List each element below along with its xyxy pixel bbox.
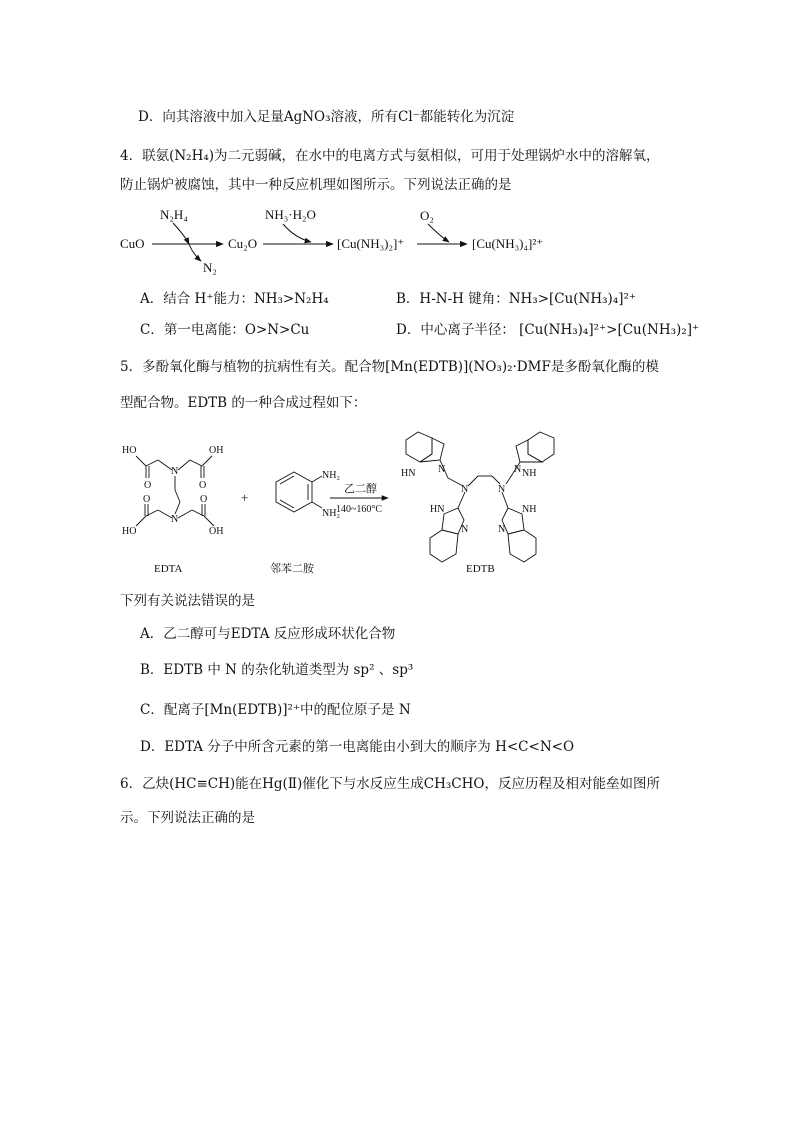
q5-synthesis-scheme bbox=[118, 420, 568, 580]
edtb-label: EDTB bbox=[466, 563, 495, 575]
q5-stem-line1: 5．多酚氧化酶与植物的抗病性有关。配合物[Mn(EDTB)](NO₃)₂·DMF是多酚氧化酶的模 bbox=[120, 359, 659, 375]
edta-oh-bottom: OH bbox=[209, 526, 224, 537]
plus-sign: + bbox=[241, 490, 249, 505]
n2-label: N₂ bbox=[203, 260, 217, 275]
nh2-top: NH₂ bbox=[322, 470, 340, 481]
condition-temperature: 140~160°C bbox=[336, 504, 383, 515]
edtb-hn-top-left: HN bbox=[401, 468, 416, 479]
edtb-hn-bottom-left: HN bbox=[430, 504, 445, 515]
q5-option-b: B．EDTB 中 N 的杂化轨道类型为 sp² 、sp³ bbox=[140, 662, 414, 678]
edta-oh-top: OH bbox=[209, 445, 224, 456]
edtb-n-central-right: N bbox=[498, 484, 506, 495]
edtb-n-top-right: N bbox=[514, 464, 522, 475]
edta-o1: O bbox=[144, 480, 152, 491]
q4-reaction-scheme bbox=[115, 198, 595, 280]
edtb-n-bottom-left: N bbox=[461, 524, 469, 535]
condition-solvent: 乙二醇 bbox=[344, 483, 377, 495]
edtb-n-central-left: N bbox=[461, 484, 469, 495]
cu-nh3-2-label: [Cu(NH₃)₂]⁺ bbox=[337, 236, 405, 251]
o-phenylenediamine-structure bbox=[276, 472, 322, 512]
cu-nh3-4-label: [Cu(NH₃)₄]²⁺ bbox=[472, 236, 544, 251]
edta-n-bottom: N bbox=[171, 514, 179, 525]
nh2-bottom: NH₂ bbox=[322, 508, 340, 519]
edta-o2: O bbox=[199, 480, 207, 491]
edta-o3: O bbox=[143, 494, 151, 505]
q3-option-d: D．向其溶液中加入足量AgNO₃溶液，所有Cl⁻都能转化为沉淀 bbox=[138, 109, 515, 125]
cuo-label: CuO bbox=[120, 236, 145, 251]
edtb-n-top-left: N bbox=[438, 464, 446, 475]
edta-o4: O bbox=[200, 494, 208, 505]
edta-n-top: N bbox=[171, 466, 179, 477]
q4-stem-line1: 4．联氨(N₂H₄)为二元弱碱，在水中的电离方式与氨相似，可用于处理锅炉水中的溶解氧， bbox=[120, 148, 660, 164]
q4-option-b: B．H-N-H 键角：NH₃>[Cu(NH₃)₄]²⁺ bbox=[396, 291, 637, 307]
edta-ho-bottom: HO bbox=[122, 526, 137, 537]
edtb-n-bottom-right: N bbox=[498, 524, 506, 535]
edta-label: EDTA bbox=[154, 563, 183, 575]
edta-ho-top: HO bbox=[122, 445, 137, 456]
q5-option-d: D．EDTA 分子中所含元素的第一电离能由小到大的顺序为 H<C<N<O bbox=[140, 739, 575, 755]
cu2o-label: Cu₂O bbox=[228, 236, 258, 251]
o-phenylenediamine-label: 邻苯二胺 bbox=[270, 563, 314, 575]
nh3h2o-label: NH₃·H₂O bbox=[265, 207, 316, 222]
q5-option-a: A．乙二醇可与EDTA 反应形成环状化合物 bbox=[140, 626, 396, 642]
q6-stem-line2: 示。下列说法正确的是 bbox=[120, 810, 255, 826]
edtb-nh-bottom-right: NH bbox=[522, 504, 537, 515]
q6-stem-line1: 6．乙炔(HC≡CH)能在Hg(Ⅱ)催化下与水反应生成CH₃CHO，反应历程及相对能垒如图所 bbox=[120, 776, 660, 792]
q5-stem-line2: 型配合物。EDTB 的一种合成过程如下： bbox=[120, 395, 367, 411]
edtb-nh-top-right: NH bbox=[522, 468, 537, 479]
q5-option-c: C．配离子[Mn(EDTB)]²⁺中的配位原子是 N bbox=[140, 702, 411, 718]
q4-option-a: A．结合 H⁺能力：NH₃>N₂H₄ bbox=[140, 291, 329, 307]
q4-option-d: D．中心离子半径： [Cu(NH₃)₄]²⁺>[Cu(NH₃)₂]⁺ bbox=[396, 322, 700, 338]
q4-stem-line2: 防止锅炉被腐蚀，其中一种反应机理如图所示。下列说法正确的是 bbox=[120, 177, 512, 193]
edtb-structure bbox=[406, 432, 554, 562]
q4-option-c: C．第一电离能：O>N>Cu bbox=[140, 322, 310, 338]
n2h4-label: N₂H₄ bbox=[160, 207, 188, 222]
q5-question: 下列有关说法错误的是 bbox=[120, 593, 255, 609]
o2-label: O₂ bbox=[420, 208, 434, 223]
